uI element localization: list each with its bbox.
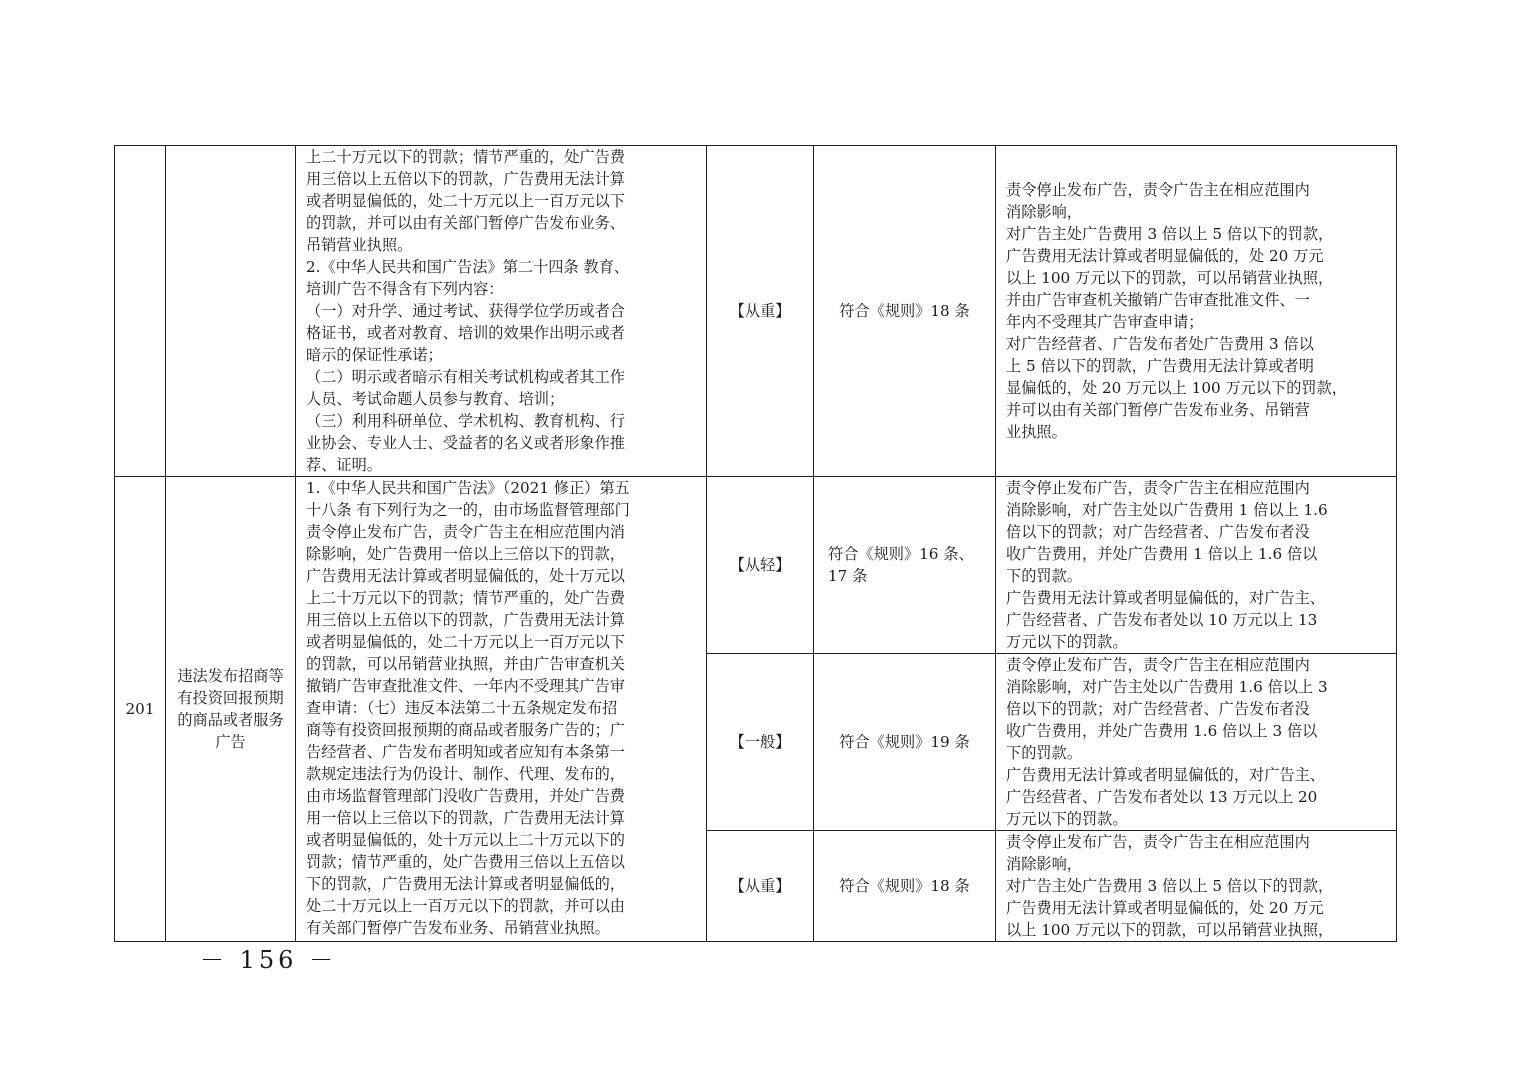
- discretion-level-cell: 【从重】: [707, 146, 814, 477]
- legal-basis-line: 由市场监督管理部门没收广告费用，并处广告费: [306, 787, 625, 805]
- legal-basis-line: 暗示的保证性承诺；: [306, 346, 443, 364]
- penalty-line: 上 5 倍以下的罚款，广告费用无法计算或者明: [1006, 357, 1314, 375]
- penalty-standard-cell: [996, 831, 1397, 942]
- legal-basis-line: 上二十万元以下的罚款；情节严重的，处广告费: [306, 589, 625, 607]
- legal-basis-line: 2.《中华人民共和国广告法》第二十四条 教育、: [306, 258, 630, 276]
- violation-item-cell: 违法发布招商等有投资回报预期的商品或者服务广告: [166, 477, 296, 942]
- penalty-line: 并可以由有关部门暂停广告发布业务、吊销营: [1006, 401, 1310, 419]
- penalty-line: 万元以下的罚款。: [1006, 633, 1128, 651]
- legal-basis-line: 撤销广告审查批准文件、一年内不受理其广告审: [306, 677, 625, 695]
- legal-basis-line: 责令停止发布广告，责令广告主在相应范围内消: [306, 523, 625, 541]
- penalty-line: 责令停止发布广告，责令广告主在相应范围内: [1006, 656, 1310, 674]
- penalty-line: 责令停止发布广告，责令广告主在相应范围内: [1006, 181, 1310, 199]
- legal-basis-line: 商等有投资回报预期的商品或者服务广告的；广: [306, 721, 625, 739]
- legal-basis-line: 业协会、专业人士、受益者的名义或者形象作推: [306, 434, 625, 452]
- legal-basis-line: 格证书，或者对教育、培训的效果作出明示或者: [306, 324, 625, 342]
- legal-basis-line: 款规定违法行为仍设计、制作、代理、发布的，: [306, 765, 625, 783]
- penalty-line: 以上 100 万元以下的罚款，可以吊销营业执照，: [1006, 269, 1334, 287]
- applicable-condition-cell: 符合《规则》18 条: [814, 831, 996, 942]
- penalty-line: 广告费用无法计算或者明显偏低的，处 20 万元: [1006, 899, 1324, 917]
- legal-basis-line: 除影响，处广告费用一倍以上三倍以下的罚款，: [306, 545, 625, 563]
- legal-basis-line: 的罚款，并可以由有关部门暂停广告发布业务、: [306, 214, 625, 232]
- item-number-cell: 201: [115, 477, 166, 942]
- penalty-line: 倍以下的罚款；对广告经营者、广告发布者没: [1006, 700, 1310, 718]
- legal-basis-line: 查申请：（七）违反本法第二十五条规定发布招: [306, 699, 618, 717]
- legal-basis-line: 广告费用无法计算或者明显偏低的，处十万元以: [306, 567, 625, 585]
- penalty-line: 倍以下的罚款；对广告经营者、广告发布者没: [1006, 523, 1310, 541]
- penalty-line: 年内不受理其广告审查申请；: [1006, 313, 1204, 331]
- penalty-line: 对广告经营者、广告发布者处广告费用 3 倍以: [1006, 335, 1314, 353]
- legal-basis-line: 或者明显偏低的，处二十万元以上一百万元以下: [306, 633, 625, 651]
- legal-basis-line: 上二十万元以下的罚款；情节严重的，处广告费: [306, 148, 625, 166]
- discretion-level-cell: 【从轻】: [707, 477, 814, 654]
- table-row: [115, 146, 1397, 477]
- legal-basis-line: 告经营者、广告发布者明知或者应知有本条第一: [306, 743, 625, 761]
- penalty-line: 收广告费用，并处广告费用 1 倍以上 1.6 倍以: [1006, 545, 1318, 563]
- legal-basis-line: 荐、证明。: [306, 456, 382, 474]
- penalty-line: 责令停止发布广告，责令广告主在相应范围内: [1006, 479, 1310, 497]
- penalty-line: 显偏低的，处 20 万元以上 100 万元以下的罚款，: [1006, 379, 1347, 397]
- penalty-line: 广告费用无法计算或者明显偏低的，对广告主、: [1006, 766, 1325, 784]
- discretion-level-cell: 【一般】: [707, 654, 814, 831]
- penalty-line: 消除影响，: [1006, 855, 1082, 873]
- penalty-line: 万元以下的罚款。: [1006, 810, 1128, 828]
- penalty-line: 以上 100 万元以下的罚款，可以吊销营业执照，: [1006, 921, 1334, 939]
- legal-basis-line: 或者明显偏低的，处十万元以上二十万元以下的: [306, 831, 625, 849]
- legal-basis-line: （三）利用科研单位、学术机构、教育机构、行: [306, 412, 625, 430]
- penalty-standard-table: [114, 145, 1397, 942]
- legal-basis-line: 吊销营业执照。: [306, 236, 413, 254]
- legal-basis-line: 的罚款，可以吊销营业执照，并由广告审查机关: [306, 655, 625, 673]
- legal-basis-line: 或者明显偏低的，处二十万元以上一百万元以下: [306, 192, 625, 210]
- penalty-standard-cell: [996, 477, 1397, 654]
- applicable-condition-cell: 符合《规则》19 条: [814, 654, 996, 831]
- penalty-line: 责令停止发布广告，责令广告主在相应范围内: [1006, 833, 1310, 851]
- penalty-standard-cell: [996, 654, 1397, 831]
- applicable-condition-cell: 符合《规则》18 条: [814, 146, 996, 477]
- legal-basis-cell: [296, 146, 707, 477]
- legal-basis-line: 用三倍以上五倍以下的罚款，广告费用无法计算: [306, 611, 625, 629]
- legal-basis-line: 用三倍以上五倍以下的罚款，广告费用无法计算: [306, 170, 625, 188]
- table-row: [115, 477, 1397, 654]
- item-number-cell: [115, 146, 166, 477]
- penalty-line: 广告费用无法计算或者明显偏低的，处 20 万元: [1006, 247, 1324, 265]
- page-number: － 156 －: [200, 946, 338, 974]
- legal-basis-line: 培训广告不得含有下列内容：: [306, 280, 504, 298]
- penalty-standard-cell: [996, 146, 1397, 477]
- legal-basis-line: 处二十万元以上一百万元以下的罚款，并可以由: [306, 897, 625, 915]
- violation-item-cell: [166, 146, 296, 477]
- penalty-line: 对广告主处广告费用 3 倍以上 5 倍以下的罚款，: [1006, 877, 1334, 895]
- penalty-line: 消除影响，: [1006, 203, 1082, 221]
- legal-basis-line: 下的罚款，广告费用无法计算或者明显偏低的，: [306, 875, 625, 893]
- penalty-line: 下的罚款。: [1006, 567, 1082, 585]
- legal-basis-line: 用一倍以上三倍以下的罚款，广告费用无法计算: [306, 809, 625, 827]
- penalty-line: 收广告费用，并处广告费用 1.6 倍以上 3 倍以: [1006, 722, 1318, 740]
- legal-basis-line: 1.《中华人民共和国广告法》（2021 修正）第五: [306, 479, 630, 497]
- penalty-line: 广告经营者、广告发布者处以 13 万元以上 20: [1006, 788, 1318, 806]
- legal-basis-line: （二）明示或者暗示有相关考试机构或者其工作: [306, 368, 625, 386]
- penalty-line: 业执照。: [1006, 423, 1067, 441]
- legal-basis-cell: [296, 477, 707, 942]
- legal-basis-line: 罚款；情节严重的，处广告费用三倍以上五倍以: [306, 853, 625, 871]
- discretion-level-cell: 【从重】: [707, 831, 814, 942]
- legal-basis-line: （一）对升学、通过考试、获得学位学历或者合: [306, 302, 625, 320]
- legal-basis-line: 人员、考试命题人员参与教育、培训；: [306, 390, 565, 408]
- penalty-line: 消除影响，对广告主处以广告费用 1 倍以上 1.6: [1006, 501, 1328, 519]
- penalty-line: 广告费用无法计算或者明显偏低的，对广告主、: [1006, 589, 1325, 607]
- penalty-line: 对广告主处广告费用 3 倍以上 5 倍以下的罚款，: [1006, 225, 1334, 243]
- applicable-condition-cell: 符合《规则》16 条、17 条: [814, 477, 996, 654]
- penalty-line: 广告经营者、广告发布者处以 10 万元以上 13: [1006, 611, 1318, 629]
- legal-basis-line: 十八条 有下列行为之一的，由市场监督管理部门: [306, 501, 630, 519]
- penalty-line: 并由广告审查机关撤销广告审查批准文件、一: [1006, 291, 1310, 309]
- penalty-line: 消除影响，对广告主处以广告费用 1.6 倍以上 3: [1006, 678, 1328, 696]
- penalty-line: 下的罚款。: [1006, 744, 1082, 762]
- legal-basis-line: 有关部门暂停广告发布业务、吊销营业执照。: [306, 919, 610, 937]
